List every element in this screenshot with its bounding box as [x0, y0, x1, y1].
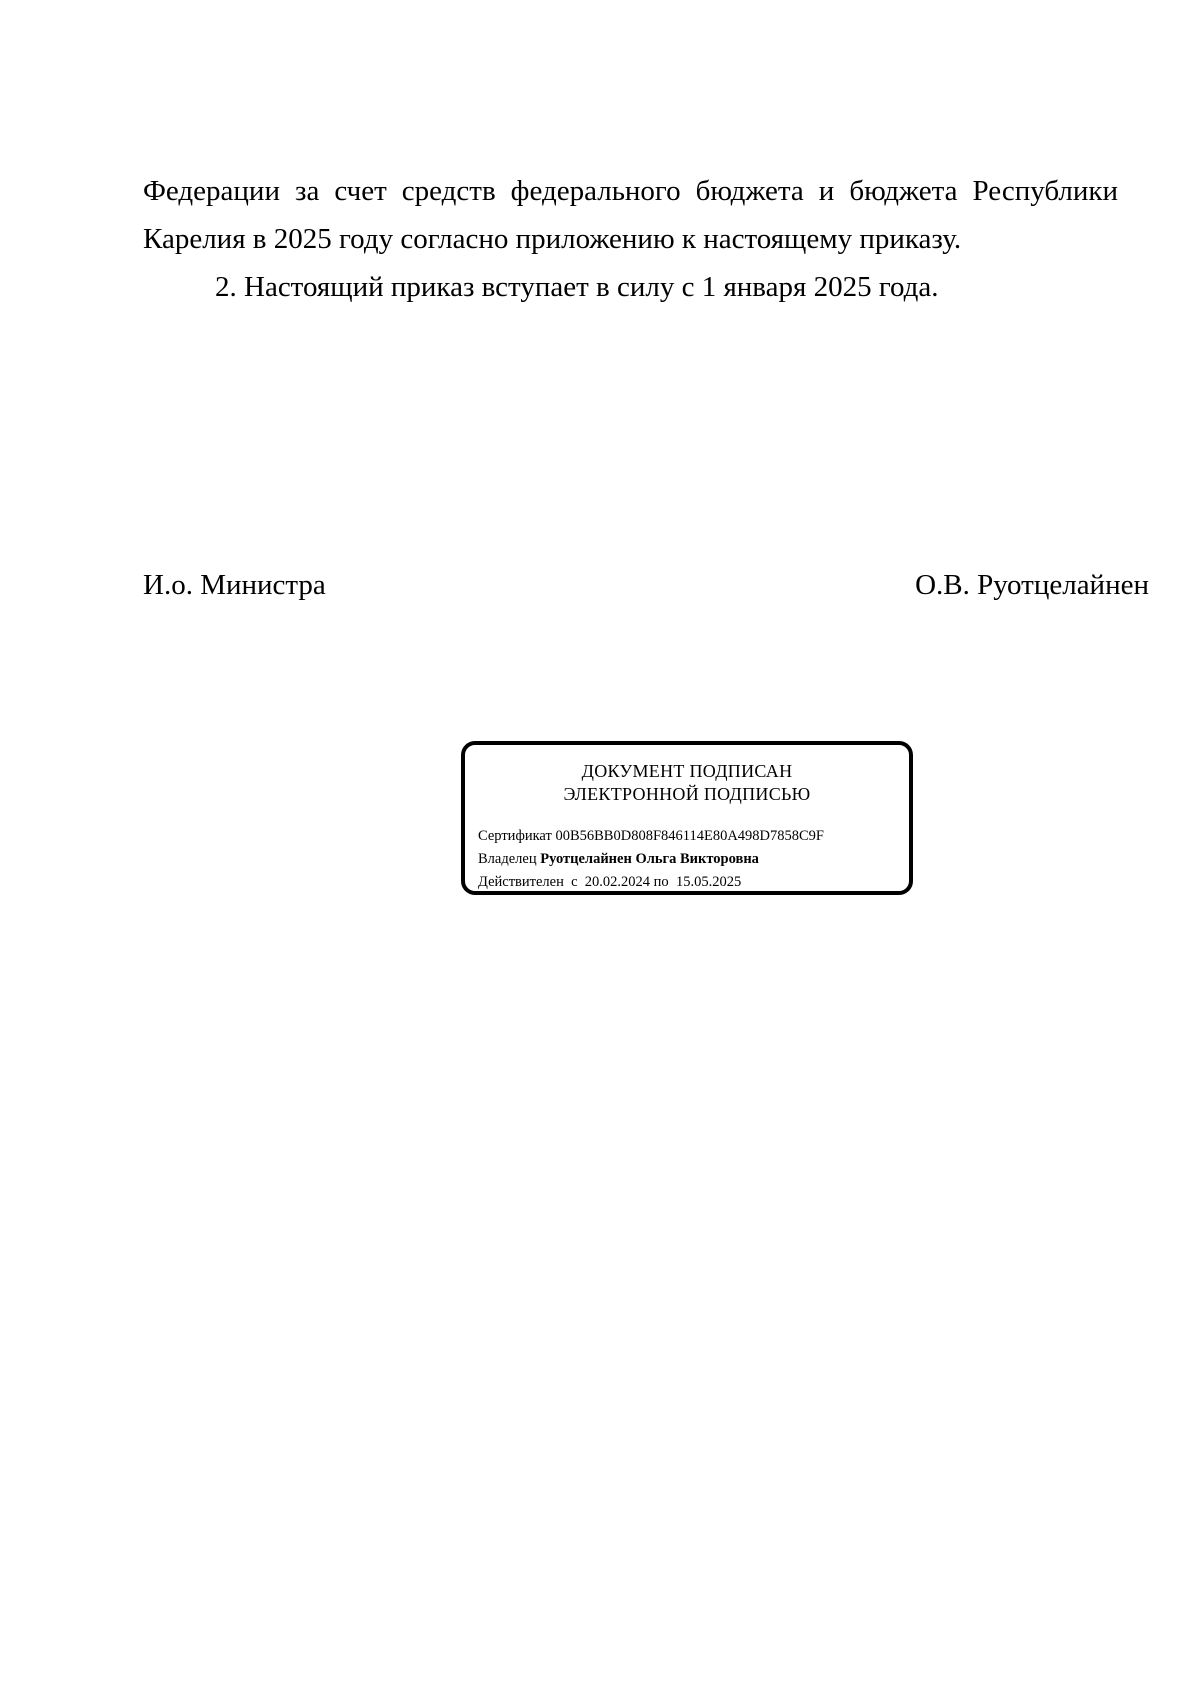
electronic-signature-stamp — [461, 741, 913, 895]
stamp-valid-from-prefix: с — [571, 874, 578, 890]
stamp-valid-from: 20.02.2024 — [584, 874, 651, 890]
signature-block — [143, 565, 1149, 605]
stamp-details — [478, 825, 824, 894]
stamp-valid-label: Действителен — [478, 874, 564, 890]
stamp-valid-to-prefix: по — [653, 874, 669, 890]
stamp-title-line-1: ДОКУМЕНТ ПОДПИСАН — [581, 761, 793, 781]
paragraph-1-line-2: Карелия в 2025 году согласно приложению к настоящему приказу. — [143, 223, 962, 255]
paragraph-1 — [143, 167, 1118, 311]
stamp-certificate-label: Сертификат — [478, 828, 552, 844]
stamp-valid-to: 15.05.2025 — [675, 874, 742, 890]
stamp-owner-value: Руотцелайнен Ольга Викторовна — [540, 851, 759, 867]
stamp-title-line-2: ЭЛЕКТРОННОЙ ПОДПИСЬЮ — [563, 784, 811, 804]
stamp-owner-row — [478, 848, 824, 871]
stamp-certificate-value: 00B56BB0D808F846114E80A498D7858C9F — [555, 828, 825, 844]
stamp-title — [465, 760, 909, 806]
paragraph-1-line-1: Федерации за счет средств федерального бюджета и бюджета Республики — [143, 175, 1118, 207]
signatory-position: И.о. Министра — [143, 569, 326, 601]
paragraph-2: 2. Настоящий приказ вступает в силу с 1 января 2025 года. — [215, 271, 939, 303]
stamp-owner-label: Владелец — [478, 851, 537, 867]
stamp-validity-row — [478, 871, 824, 894]
stamp-certificate-row — [478, 825, 824, 848]
signatory-name: О.В. Руотцелайнен — [915, 569, 1149, 601]
